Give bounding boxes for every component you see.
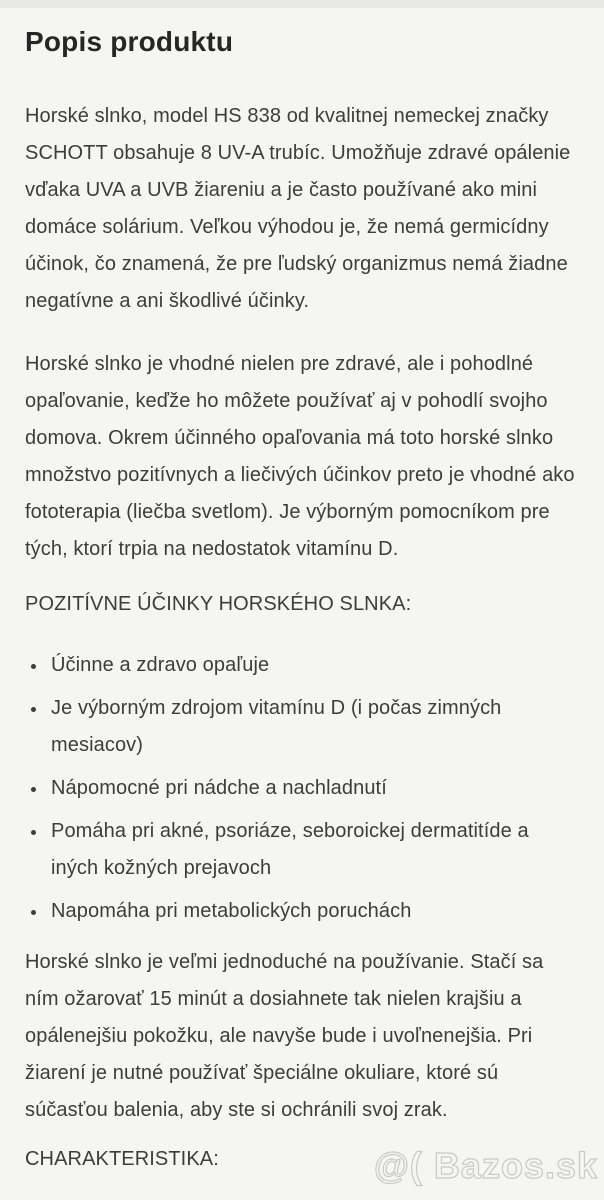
characteristics-heading: CHARAKTERISTIKA: bbox=[25, 1148, 219, 1170]
bazos-watermark: @( Bazos.sk bbox=[373, 1145, 598, 1186]
comfort-paragraph: Horské slnko je vhodné nielen pre zdravé, ale i pohodlné opaľovanie, keďže ho môžete používať aj v pohodlí svojho domova. Okrem účinného opaľovania má toto horské slnko množstvo pozitívnych a liečivých účinkov preto je vhodné ako fototerapia (liečba svetlom). Je výborným pomocníkom pre tých, ktorí trpia na nedostatok vitamínu D. bbox=[25, 353, 575, 560]
list-item: • Pomáha pri akné, psoriáze, seboroickej dermatitíde a iných kožných prejavoch bbox=[48, 813, 579, 887]
benefits-list bbox=[25, 647, 579, 930]
top-divider bbox=[0, 0, 604, 8]
list-item: • Je výborným zdrojom vitamínu D (i počas zimných mesiacov) bbox=[48, 690, 579, 764]
usage-paragraph: Horské slnko je veľmi jednoduché na používanie. Stačí sa ním ožarovať 15 minút a dosiahnete tak nielen krajšiu a opálenejšiu pokožku, ale navyše bude i uvoľnenejšia. Pri žiarení je nutné používať špeciálne okuliare, ktoré sú súčasťou balenia, aby ste si ochránili svoj zrak. bbox=[25, 951, 544, 1121]
list-item: • Napomáha pri metabolických poruchách bbox=[48, 893, 579, 930]
page-title: Popis produktu bbox=[25, 26, 234, 57]
list-item: • Účinne a zdravo opaľuje bbox=[48, 647, 579, 684]
intro-paragraph: Horské slnko, model HS 838 od kvalitnej nemeckej značky SCHOTT obsahuje 8 UV-A trubíc. Umožňuje zdravé opálenie vďaka UVA a UVB žiareniu a je často používané ako mini domáce solárium. Veľkou výhodou je, že nemá germicídny účinok, čo znamená, že pre ľudský organizmus nemá žiadne negatívne a ani škodlivé účinky. bbox=[25, 105, 571, 312]
list-item: • Nápomocné pri nádche a nachladnutí bbox=[48, 770, 579, 807]
benefits-heading: POZITÍVNE ÚČINKY HORSKÉHO SLNKA: bbox=[25, 593, 412, 615]
